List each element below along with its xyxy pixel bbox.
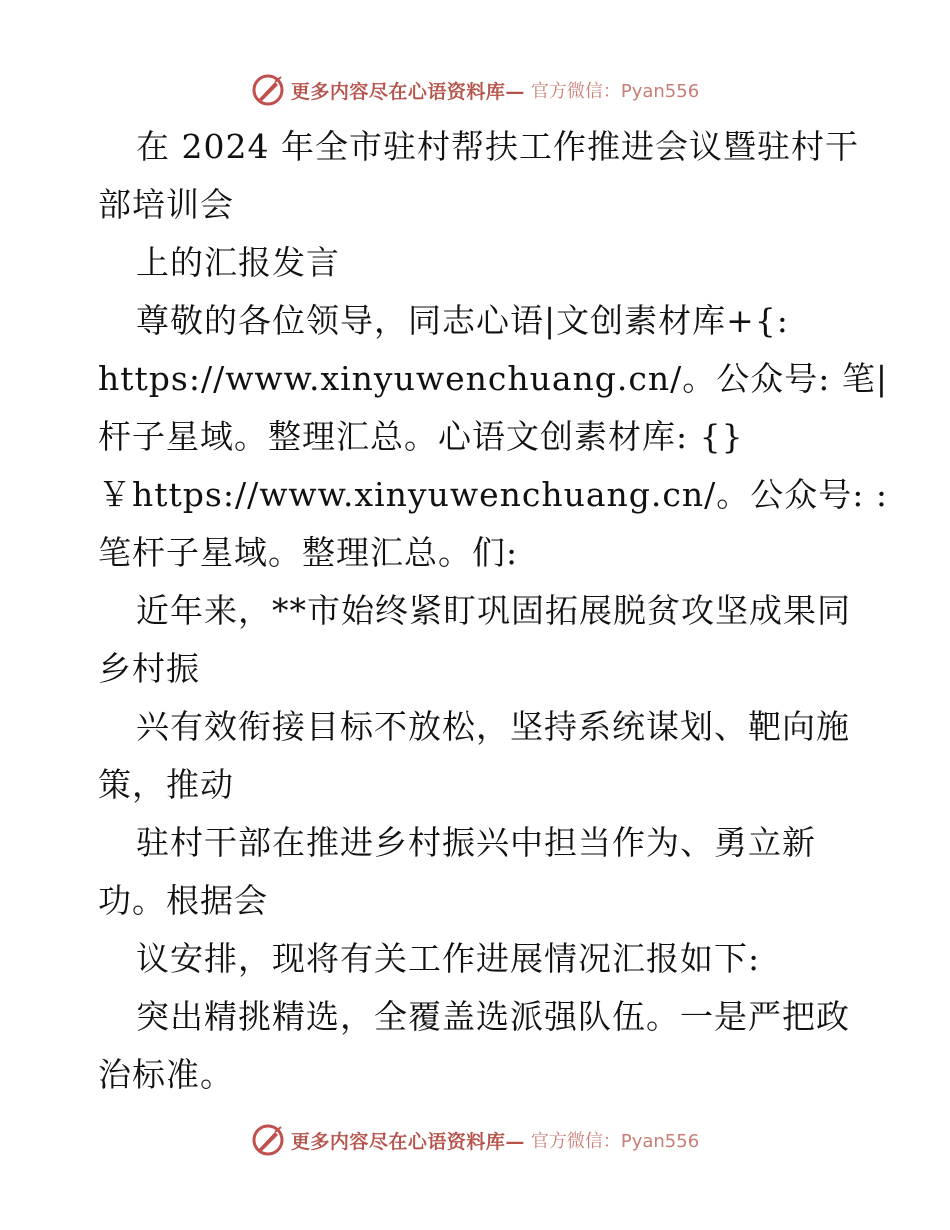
text-line: 兴有效衔接目标不放松，坚持系统谋划、靶向施	[136, 707, 850, 746]
text-line: 议安排，现将有关工作进展情况汇报如下:	[136, 939, 761, 978]
document-body	[98, 118, 888, 1104]
text-line: 杆子星域。整理汇总。心语文创素材库: {}	[98, 417, 744, 456]
banner-text: 更多内容尽在心语资料库—	[290, 1130, 525, 1153]
text-line: ￥https://www.xinyuwenchuang.cn/。公众号: :	[98, 475, 888, 514]
banner-text: 更多内容尽在心语资料库—	[290, 80, 525, 103]
header-banner	[0, 70, 950, 110]
text-line: 近年来，**市始终紧盯巩固拓展脱贫攻坚成果同	[136, 591, 851, 630]
quill-logo-icon	[251, 1123, 285, 1157]
text-line: 上的汇报发言	[136, 243, 340, 282]
text-line: 笔杆子星域。整理汇总。们:	[98, 533, 519, 572]
text-line: 治标准。	[98, 1055, 234, 1094]
text-line: 突出精挑精选，全覆盖选派强队伍。一是严把政	[136, 997, 850, 1036]
text-line: 乡村振	[98, 649, 200, 688]
text-line: 部培训会	[98, 185, 234, 224]
text-line: 在 2024 年全市驻村帮扶工作推进会议暨驻村干	[136, 127, 859, 166]
banner-wechat: 官方微信：Pyan556	[530, 1131, 700, 1152]
text-line: 功。根据会	[98, 881, 268, 920]
footer-banner	[0, 1120, 950, 1160]
text-line: 尊敬的各位领导，同志心语|文创素材库+{:	[136, 301, 789, 340]
quill-logo-icon	[251, 73, 285, 107]
text-line: 驻村干部在推进乡村振兴中担当作为、勇立新	[136, 823, 816, 862]
text-line: 策，推动	[98, 765, 234, 804]
text-line: https://www.xinyuwenchuang.cn/。公众号: 笔|	[98, 359, 888, 398]
banner-wechat: 官方微信：Pyan556	[530, 81, 700, 102]
